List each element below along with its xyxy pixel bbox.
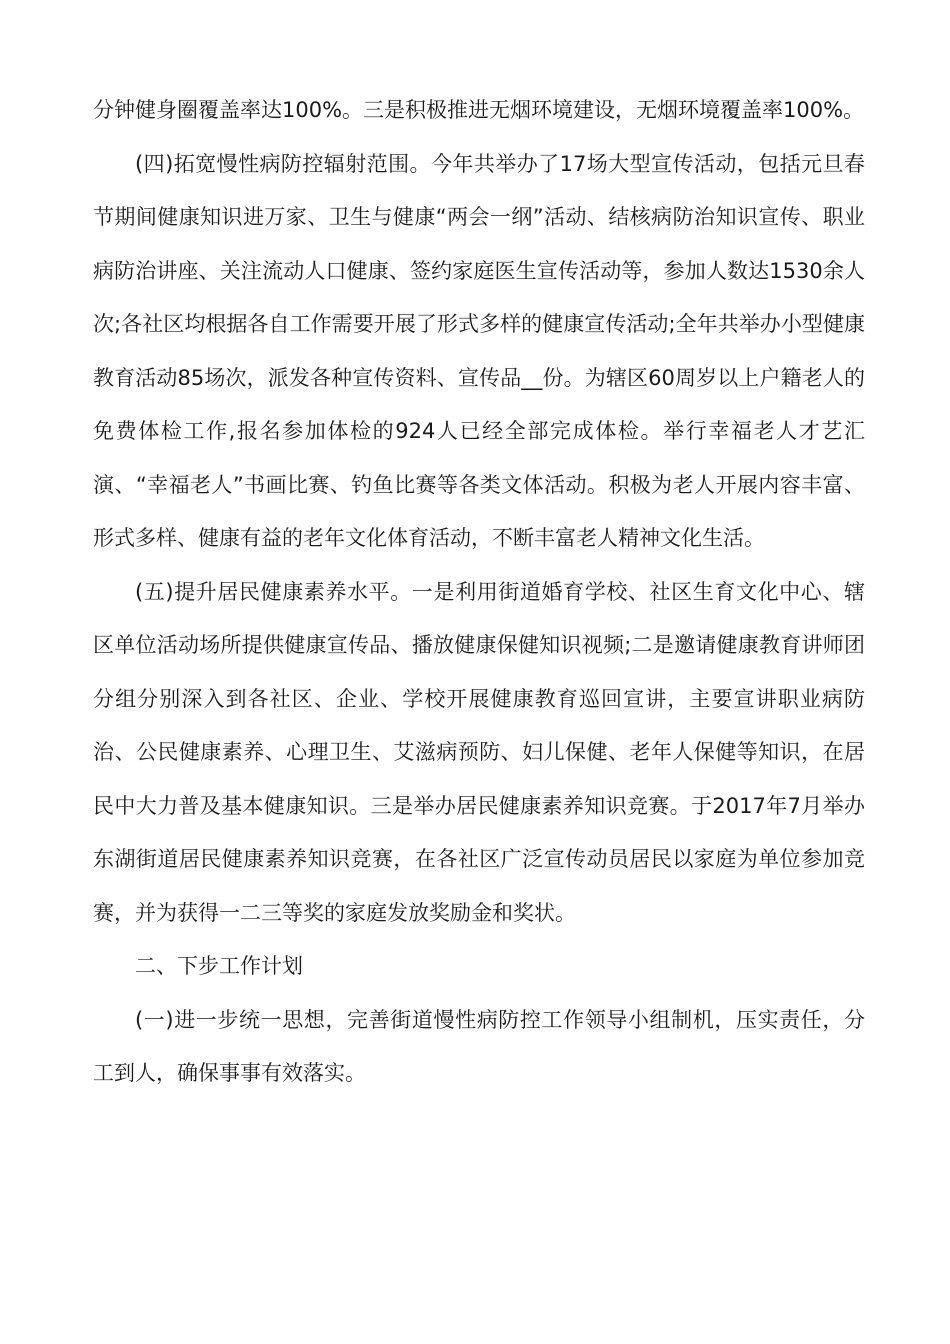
paragraph-four: (四)拓宽慢性病防控辐射范围。今年共举办了17场大型宣传活动，包括元旦春节期间健康知识进万家、卫生与健康“两会一纲”活动、结核病防治知识宣传、职业病防治讲座、关注流动人口健康、签约家庭医生宣传活动等，参加人数达1530余人次;各社区均根据各自工作需要开展了形式多样的健康宣传活动;全年共举办小型健康教育活动85场次，派发各种宣传资料、宣传品__份。为辖区60周岁以上户籍老人的免费体检工作,报名参加体检的924人已经全部完成体检。举行幸福老人才艺汇演、“幸福老人”书画比赛、钓鱼比赛等各类文体活动。积极为老人开展内容丰富、形式多样、健康有益的老年文化体育活动，不断丰富老人精神文化生活。 <box>93 151 865 550</box>
paragraph-continuation: 分钟健身圈覆盖率达100%。三是积极推进无烟环境建设，无烟环境覆盖率100%。 <box>93 98 865 122</box>
paragraph-plan-one: (一)进一步统一思想，完善街道慢性病防控工作领导小组制机，压实责任，分工到人，确保事事有效落实。 <box>93 1007 865 1085</box>
document-body <box>93 84 865 1101</box>
paragraph-five: (五)提升居民健康素养水平。一是利用街道婚育学校、社区生育文化中心、辖区单位活动场所提供健康宣传品、播放健康保健知识视频;二是邀请健康教育讲师团分组分别深入到各社区、企业、学校开展健康教育巡回宣讲，主要宣讲职业病防治、公民健康素养、心理卫生、艾滋病预防、妇儿保健、老年人保健等知识，在居民中大力普及基本健康知识。三是举办居民健康素养知识竞赛。于2017年7月举办东湖街道居民健康素养知识竞赛，在各社区广泛宣传动员居民以家庭为单位参加竞赛，并为获得一二三等奖的家庭发放奖励金和奖状。 <box>93 579 865 925</box>
section-heading: 二、下步工作计划 <box>135 954 303 978</box>
